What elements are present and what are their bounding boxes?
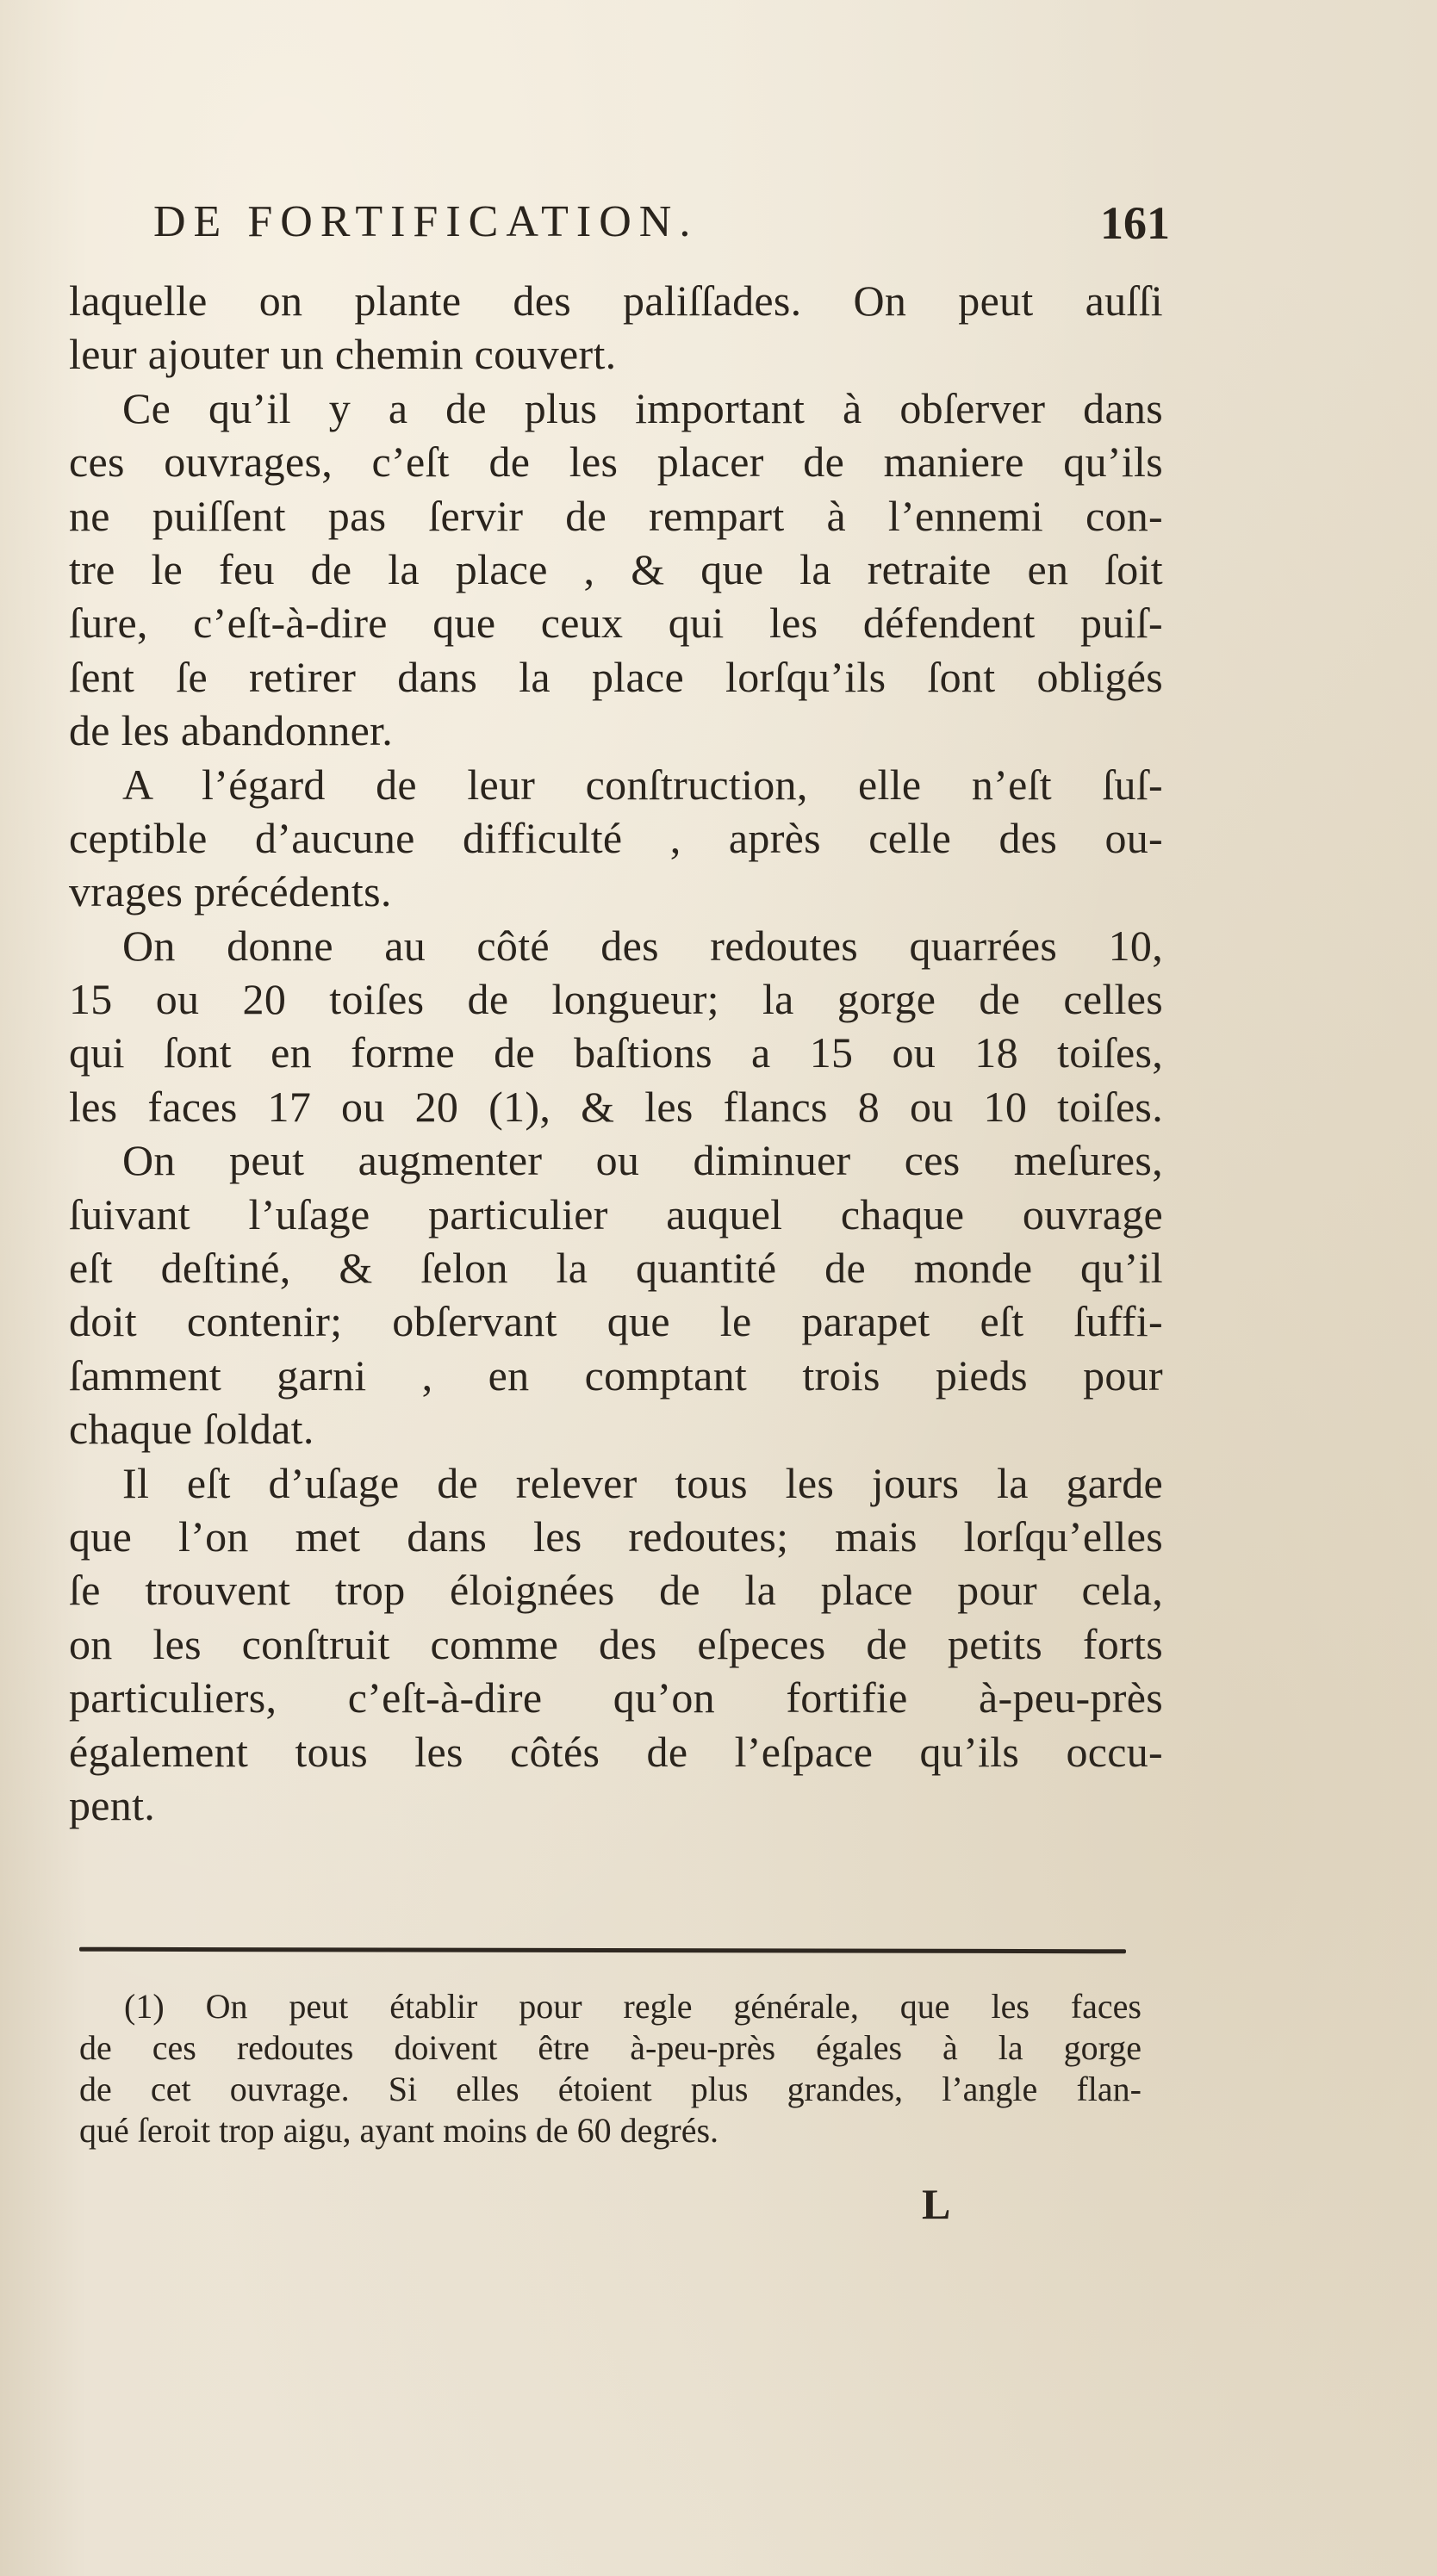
footnote — [79, 1986, 1142, 2151]
text-line: qui ſont en forme de baſtions a 15 ou 18 toiſes, — [69, 1028, 1163, 1077]
text-line: On donne au côté des redoutes quarrées 10, — [122, 921, 1163, 970]
text-line: Il eſt d’uſage de relever tous les jours la garde — [122, 1458, 1163, 1507]
footnote-rule — [79, 1947, 1126, 1954]
running-title: DE FORTIFICATION. — [153, 197, 699, 246]
page-number: 161 — [1100, 197, 1170, 249]
text-line: ſe trouvent trop éloignées de la place pour cela, — [69, 1566, 1163, 1615]
main-text — [69, 274, 1163, 1832]
text-line: chaque ſoldat. — [69, 1405, 314, 1454]
text-line: On peut augmenter ou diminuer ces meſures, — [122, 1136, 1163, 1185]
text-line: pent. — [69, 1780, 156, 1829]
text-line: on les conſtruit comme des eſpeces de petits forts — [69, 1619, 1163, 1668]
text-line: doit contenir; obſervant que le parapet eſt ſuffi- — [69, 1297, 1163, 1346]
footnote-line: (1) On peut établir pour regle générale, que les faces — [124, 1987, 1142, 2026]
text-line: ſuivant l’uſage particulier auquel chaque ouvrage — [69, 1189, 1163, 1238]
footnote-line: qué ſeroit trop aigu, ayant moins de 60 degrés. — [79, 2111, 719, 2150]
text-line: ne puiſſent pas ſervir de rempart à l’ennemi con- — [69, 491, 1163, 540]
text-line: laquelle on plante des paliſſades. On peut auſſi — [69, 276, 1163, 325]
text-line: 15 ou 20 toiſes de longueur; la gorge de celles — [69, 975, 1163, 1024]
text-line: leur ajouter un chemin couvert. — [69, 330, 617, 379]
text-line: tre le feu de la place , & que la retraite en ſoit — [69, 544, 1163, 593]
running-head — [153, 196, 1170, 265]
text-line: ceptible d’aucune difficulté , après celle des ou- — [69, 813, 1163, 862]
text-line: ſent ſe retirer dans la place lorſqu’ils ſont obligés — [69, 652, 1163, 701]
text-line: les faces 17 ou 20 (1), & les flancs 8 ou 10 toiſes. — [69, 1082, 1163, 1131]
text-line: eſt deſtiné, & ſelon la quantité de monde qu’il — [69, 1244, 1163, 1293]
text-line: particuliers, c’eſt-à-dire qu’on fortifie à-peu-près — [69, 1673, 1163, 1723]
text-line: que l’on met dans les redoutes; mais lorſqu’elles — [69, 1511, 1163, 1561]
footnote-line: de ces redoutes doivent être à-peu-près égales à la gorge — [79, 2028, 1142, 2067]
text-line: ſamment garni , en comptant trois pieds pour — [69, 1350, 1163, 1400]
text-line: vrages précédents. — [69, 867, 392, 916]
text-line: Ce qu’il y a de plus important à obſerver dans — [122, 383, 1163, 432]
text-line: A l’égard de leur conſtruction, elle n’eſt ſuſ- — [122, 760, 1163, 809]
text-line: ces ouvrages, c’eſt de les placer de maniere qu’ils — [69, 438, 1163, 487]
text-line: de les abandonner. — [69, 706, 394, 755]
signature-mark: L — [922, 2180, 951, 2228]
text-line: ſure, c’eſt-à-dire que ceux qui les défendent puiſ- — [69, 599, 1163, 648]
text-line: également tous les côtés de l’eſpace qu’ils occu- — [69, 1727, 1163, 1776]
footnote-line: de cet ouvrage. Si elles étoient plus grandes, l’angle flan- — [79, 2070, 1142, 2108]
